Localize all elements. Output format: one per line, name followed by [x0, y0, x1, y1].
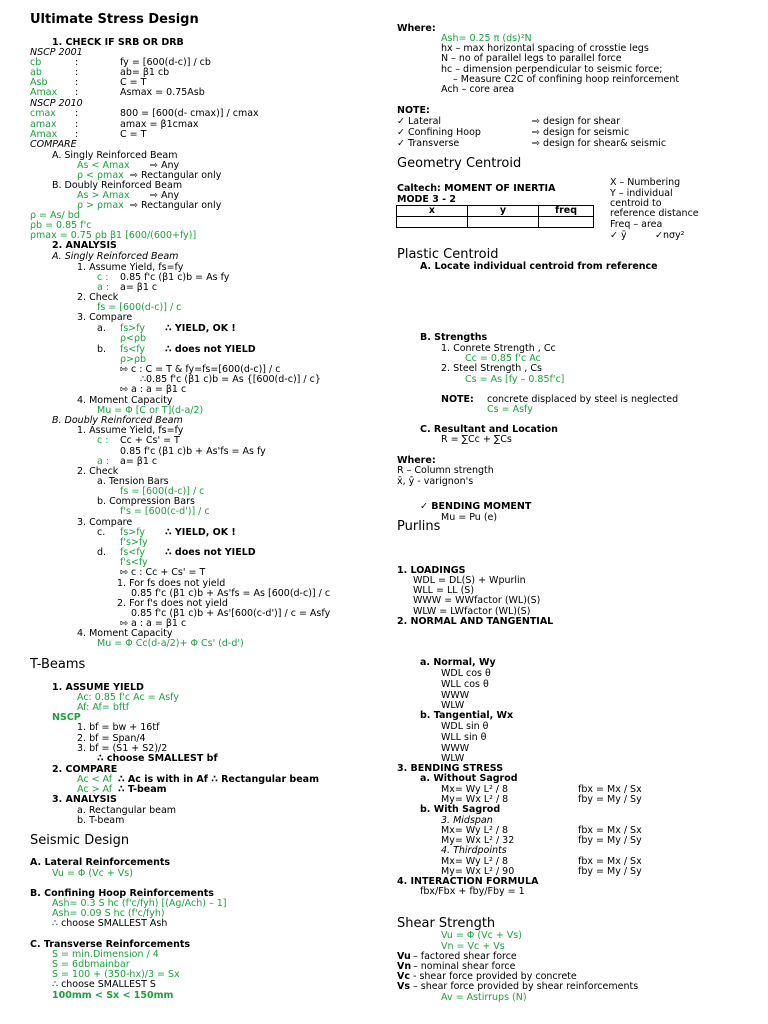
right-text-line: Ach – core area: [441, 84, 515, 95]
right-text-line: WLW: [441, 753, 465, 764]
left-text-line: Mu = Φ [C or T](d-a/2): [97, 405, 204, 416]
left-text-line: 0.85 f'c (β1 c)b = As fy: [120, 272, 230, 283]
left-text-line: Ash= 0.3 S hc (f'c/fyh) [(Ag/Ach) – 1]: [52, 898, 227, 909]
right-text-line: – nominal shear force: [413, 961, 516, 972]
left-text-line: ∴ choose SMALLEST Ash: [52, 918, 168, 929]
right-text-line: fbx/Fbx + fby/Fby = 1: [420, 886, 525, 897]
right-text-line: reference distance: [610, 208, 699, 219]
right-text-line: Vn: [397, 961, 412, 972]
right-text-line: My= Wx L² / 32: [441, 835, 515, 846]
left-text-line: c :: [97, 435, 109, 446]
left-text-line: 2. COMPARE: [52, 764, 118, 775]
left-text-line: Amax: [30, 129, 58, 140]
right-text-line: ⇨ design for seismic: [532, 127, 630, 138]
right-text-line: ✓ BENDING MOMENT: [420, 501, 532, 512]
left-text-line: B. Doubly Reinforced Beam: [52, 415, 183, 426]
left-text-line: c :: [97, 272, 109, 283]
right-text-line: b. Tangential, Wx: [420, 710, 514, 721]
left-text-line: f's>fy: [120, 537, 148, 548]
left-text-line: b. T-beam: [77, 815, 125, 826]
left-text-line: A. Lateral Reinforcements: [30, 857, 171, 868]
right-text-line: WWW: [441, 690, 470, 701]
left-text-line: ∴ choose SMALLEST bf: [97, 753, 218, 764]
left-text-line: ∴ does not YIELD: [165, 344, 256, 355]
left-text-line: 3. Compare: [77, 517, 133, 528]
right-text-line: Where:: [397, 23, 436, 34]
right-text-line: a. Without Sagrod: [420, 773, 518, 784]
left-text-line: ∴ YIELD, OK !: [165, 323, 236, 334]
freq-header-x: x: [397, 206, 468, 217]
left-text-line: C = T: [120, 129, 147, 140]
right-text-line: Freq – area: [610, 219, 663, 230]
right-text-line: X – Numbering: [610, 177, 681, 188]
right-text-line: WLL cos θ: [441, 679, 489, 690]
left-text-line: fs = [600(d-c)] / c: [120, 486, 205, 497]
right-text-line: ✓ Lateral: [397, 116, 442, 127]
left-text-line: ∴0.85 f'c (β1 c)b = As {[600(d-c)] / c}: [140, 374, 321, 385]
left-text-line: ρ < ρmax: [77, 170, 124, 181]
right-text-line: – shear force provided by shear reinforcements: [413, 981, 639, 992]
right-text-line: fbx = Mx / Sx: [578, 784, 642, 795]
right-text-line: C. Resultant and Location: [420, 424, 558, 435]
right-text-line: 3. Midspan: [441, 815, 493, 826]
left-text-line: Ac: 0.85 f'c Ac = Asfy: [77, 692, 179, 703]
right-text-line: R = ∑Cc + ∑Cs: [441, 434, 512, 445]
right-text-line: – factored shear force: [413, 951, 517, 962]
right-text-line: ✓ Transverse: [397, 138, 460, 149]
freq-cell: [468, 217, 539, 228]
left-text-line: a :: [97, 282, 110, 293]
left-text-line: ⇰ a : a = β1 c: [120, 384, 187, 395]
left-text-line: :: [75, 129, 79, 140]
left-text-line: ⇨ Rectangular only: [130, 200, 222, 211]
left-text-line: c.: [97, 527, 106, 538]
left-text-line: NSCP: [52, 712, 81, 723]
left-text-line: S = 6dbmainbar: [52, 959, 130, 970]
left-text-line: fs<fy: [120, 547, 146, 558]
left-text-line: As > Amax: [77, 190, 130, 201]
left-text-line: 0.85 f'c (β1 c)b + As'fs = As [600(d-c)] / c: [131, 588, 331, 599]
left-text-line: 0.85 f'c (β1 c)b + As'fs = As fy: [120, 446, 266, 457]
left-text-line: ∴ Ac is with in Af ∴ Rectangular beam: [118, 774, 319, 785]
left-text-line: COMPARE: [30, 139, 77, 150]
left-text-line: b.: [97, 344, 107, 355]
left-text-line: 800 = [600(d- cmax)] / cmax: [120, 108, 259, 119]
left-text-line: a. Tension Bars: [97, 476, 169, 487]
right-text-line: Where:: [397, 455, 436, 466]
left-text-line: ⇨ Any: [150, 190, 180, 201]
right-text-line: ✓ Confining Hoop: [397, 127, 481, 138]
right-text-line: My= Wx L² / 8: [441, 794, 509, 805]
right-text-line: WWW: [441, 743, 470, 754]
left-text-line: ∴ YIELD, OK !: [165, 527, 236, 538]
right-text-line: hc – dimension perpendicular to seismic force;: [441, 64, 663, 75]
left-text-line: B. Confining Hoop Reinforcements: [30, 888, 214, 899]
left-text-line: 1. Assume Yield, fs=fy: [77, 425, 184, 436]
left-text-line: B. Doubly Reinforced Beam: [52, 180, 183, 191]
left-text-line: :: [75, 77, 79, 88]
right-text-line: 2. Steel Strength , Cs: [441, 363, 542, 374]
freq-header-freq: freq: [539, 206, 594, 217]
left-text-line: C = T: [120, 77, 147, 88]
right-text-line: R – Column strength: [397, 465, 494, 476]
left-text-line: Vu = Φ (Vc + Vs): [52, 868, 133, 879]
left-text-line: ⇨ Any: [150, 160, 180, 171]
left-text-line: NSCP 2010: [30, 98, 83, 109]
left-text-line: :: [75, 108, 79, 119]
left-text-line: ⇰ c : Cc + Cs' = T: [120, 567, 206, 578]
left-text-line: 4. Moment Capacity: [77, 628, 173, 639]
left-text-line: :: [75, 87, 79, 98]
left-text-line: ⇨ Rectangular only: [130, 170, 222, 181]
left-text-line: S = 100 + (350-hx)/3 = Sx: [52, 969, 180, 980]
right-text-line: concrete displaced by steel is neglected: [487, 394, 679, 405]
freq-cell: [397, 217, 468, 228]
right-text-line: N – no of parallel legs to parallel force: [441, 53, 622, 64]
right-text-line: Vu: [397, 951, 411, 962]
right-text-line: fbx = Mx / Sx: [578, 825, 642, 836]
left-text-line: Mu = Φ Cc(d-a/2)+ Φ Cs' (d-d'): [97, 638, 244, 649]
right-text-line: NOTE:: [397, 105, 430, 116]
left-text-line: a= β1 c: [120, 282, 158, 293]
left-text-line: S = min.Dimension / 4: [52, 949, 159, 960]
left-text-line: 1. Assume Yield, fs=fy: [77, 262, 184, 273]
left-text-line: ∴ choose SMALLEST S: [52, 979, 156, 990]
left-text-line: a.: [97, 323, 106, 334]
left-text-line: ⇰ c : C = T & fy=fs=[600(d-c)] / c: [120, 364, 281, 375]
left-text-line: 3. bf = (S1 + S2)/2: [77, 743, 168, 754]
right-text-line: WLL sin θ: [441, 732, 487, 743]
left-text-line: Ultimate Stress Design: [30, 12, 199, 27]
left-text-line: ab= β1 cb: [120, 67, 170, 78]
left-text-line: d.: [97, 547, 107, 558]
right-text-line: Plastic Centroid: [397, 247, 499, 262]
left-text-line: 3. Compare: [77, 312, 133, 323]
left-text-line: Ash= 0.09 S hc (f'c/fyh): [52, 908, 165, 919]
left-text-line: Ac > Af: [77, 784, 113, 795]
right-text-line: - shear force provided by concrete: [413, 971, 577, 982]
right-text-line: b. With Sagrod: [420, 804, 501, 815]
right-text-line: Shear Strength: [397, 916, 496, 931]
right-text-line: 4. Thirdpoints: [441, 845, 507, 856]
right-text-line: Y – individual: [610, 188, 673, 199]
left-text-line: As < Amax: [77, 160, 130, 171]
left-text-line: cmax: [30, 108, 56, 119]
right-text-line: WDL sin θ: [441, 721, 489, 732]
right-text-line: WDL = DL(S) + Wpurlin: [413, 575, 526, 586]
left-text-line: amax = β1cmax: [120, 119, 199, 130]
right-text-line: WLL = LL (S): [413, 585, 475, 596]
right-text-line: hx – max horizontal spacing of crosstie legs: [441, 43, 649, 54]
left-text-line: 2. For f's does not yield: [117, 598, 228, 609]
freq-header-y: y: [468, 206, 539, 217]
right-text-line: a. Normal, Wy: [420, 657, 496, 668]
left-text-line: b. Compression Bars: [97, 496, 195, 507]
right-text-line: Vc: [397, 971, 410, 982]
left-text-line: A. Singly Reinforced Beam: [52, 251, 179, 262]
left-text-line: 2. bf = Span/4: [77, 733, 146, 744]
right-text-line: x̄, ȳ - varignon's: [397, 476, 474, 487]
freq-table-header-row: [397, 206, 594, 217]
left-text-line: fs = [600(d-c)] / c: [97, 302, 182, 313]
freq-table-empty-row: [397, 217, 594, 228]
left-text-line: C. Transverse Reinforcements: [30, 939, 191, 950]
left-text-line: ρmax = 0.75 ρb β1 [600/(600+fy)]: [30, 230, 197, 241]
left-text-line: ρ<ρb: [120, 333, 147, 344]
right-text-line: Vs: [397, 981, 411, 992]
right-text-line: ⇨ design for shear& seismic: [532, 138, 667, 149]
left-text-line: 1. ASSUME YIELD: [52, 682, 144, 693]
left-text-line: ∴ T-beam: [118, 784, 167, 795]
left-text-line: fs>fy: [120, 323, 146, 334]
right-text-line: 1. LOADINGS: [397, 565, 466, 576]
right-text-line: 2. NORMAL AND TANGENTIAL: [397, 616, 554, 627]
right-text-line: Vu = Φ (Vc + Vs): [441, 930, 522, 941]
left-text-line: a :: [97, 456, 110, 467]
left-text-line: Cc + Cs' = T: [120, 435, 180, 446]
right-text-line: Mx= Wy L² / 8: [441, 825, 509, 836]
right-text-line: 3. BENDING STRESS: [397, 763, 504, 774]
right-text-line: Geometry Centroid: [397, 156, 522, 171]
left-text-line: ρ>ρb: [120, 354, 147, 365]
left-text-line: Seismic Design: [30, 833, 130, 848]
left-text-line: ∴ does not YIELD: [165, 547, 256, 558]
right-text-line: Mu = Pu (e): [441, 512, 498, 523]
left-text-line: fs<fy: [120, 344, 146, 355]
calculator-freq-table: [396, 205, 594, 228]
right-text-line: centroid to: [610, 198, 662, 209]
right-text-line: ✓ ȳ: [610, 230, 627, 241]
left-text-line: f's = [600(c-d')] / c: [120, 506, 210, 517]
left-text-line: 2. Check: [77, 292, 119, 303]
left-text-line: ab: [30, 67, 42, 78]
right-text-line: fby = My / Sy: [578, 866, 642, 877]
right-text-line: Cc = 0.85 f'c Ac: [465, 353, 541, 364]
left-text-line: ρ = As/ bd: [30, 210, 80, 221]
right-text-line: NOTE:: [441, 394, 474, 405]
right-text-line: MODE 3 - 2: [397, 194, 456, 205]
right-text-line: Cs = As [fy – 0.85f'c]: [465, 374, 565, 385]
right-text-line: 1. Conrete Strength , Cc: [441, 343, 556, 354]
right-text-line: Mx= Wy L² / 8: [441, 856, 509, 867]
left-text-line: 1. CHECK IF SRB OR DRB: [52, 37, 184, 48]
left-text-line: NSCP 2001: [30, 47, 83, 58]
left-text-line: Af: Af= bftf: [77, 702, 130, 713]
left-text-line: Amax: [30, 87, 58, 98]
right-text-line: ⇨ design for shear: [532, 116, 621, 127]
left-text-line: 2. ANALYSIS: [52, 240, 117, 251]
left-text-line: ρ > ρmax: [77, 200, 124, 211]
right-text-line: Mx= Wy L² / 8: [441, 784, 509, 795]
left-text-line: 1. bf = bw + 16tf: [77, 722, 160, 733]
left-text-line: fy = [600(d-c)] / cb: [120, 57, 211, 68]
left-text-line: 0.85 f'c (β1 c)b + As'[600(c-d')] / c = Asfy: [131, 608, 331, 619]
left-text-line: T-Beams: [30, 657, 86, 672]
right-text-line: Purlins: [397, 519, 441, 534]
right-text-line: ✓nσy²: [655, 230, 685, 241]
left-text-line: ρb = 0.85 f'c: [30, 220, 92, 231]
right-text-line: fbx = Mx / Sx: [578, 856, 642, 867]
left-text-line: :: [75, 119, 79, 130]
left-text-line: 1. For fs does not yield: [117, 578, 226, 589]
right-text-line: fby = My / Sy: [578, 794, 642, 805]
left-text-line: Asmax = 0.75Asb: [120, 87, 205, 98]
left-text-line: f's<fy: [120, 557, 148, 568]
right-text-line: Vn = Vc + Vs: [441, 941, 505, 952]
right-text-line: – Measure C2C of confining hoop reinforcement: [453, 74, 680, 85]
left-text-line: 100mm < Sx < 150mm: [52, 990, 174, 1001]
left-text-line: cb: [30, 57, 42, 68]
right-text-line: Av = Astirrups (N): [441, 992, 527, 1003]
left-text-line: :: [75, 57, 79, 68]
right-text-line: WWW = WWfactor (WL)(S): [413, 595, 541, 606]
right-text-line: Cs = Asfy: [487, 404, 533, 415]
right-text-line: Ash= 0.25 π (ds)²N: [441, 33, 532, 44]
right-text-line: WDL cos θ: [441, 668, 491, 679]
right-text-line: B. Strengths: [420, 332, 488, 343]
right-text-line: fby = My / Sy: [578, 835, 642, 846]
left-text-line: Asb: [30, 77, 48, 88]
left-text-line: :: [75, 67, 79, 78]
left-text-line: a= β1 c: [120, 456, 158, 467]
left-text-line: fs>fy: [120, 527, 146, 538]
left-text-line: ⇰ a : a = β1 c: [120, 618, 187, 629]
left-text-line: a. Rectangular beam: [77, 805, 177, 816]
left-text-line: amax: [30, 119, 57, 130]
left-text-line: A. Singly Reinforced Beam: [52, 150, 178, 161]
left-text-line: 4. Moment Capacity: [77, 395, 173, 406]
right-text-line: WLW = LWfactor (WL)(S): [413, 606, 531, 617]
right-text-line: A. Locate individual centroid from reference: [420, 261, 658, 272]
right-text-line: WLW: [441, 700, 465, 711]
right-text-line: 4. INTERACTION FORMULA: [397, 876, 539, 887]
left-text-line: 2. Check: [77, 466, 119, 477]
left-text-line: 3. ANALYSIS: [52, 794, 117, 805]
right-text-line: My= Wx L² / 90: [441, 866, 515, 877]
right-text-line: Caltech: MOMENT OF INERTIA: [397, 183, 556, 194]
left-text-line: Ac < Af: [77, 774, 113, 785]
freq-cell: [539, 217, 594, 228]
